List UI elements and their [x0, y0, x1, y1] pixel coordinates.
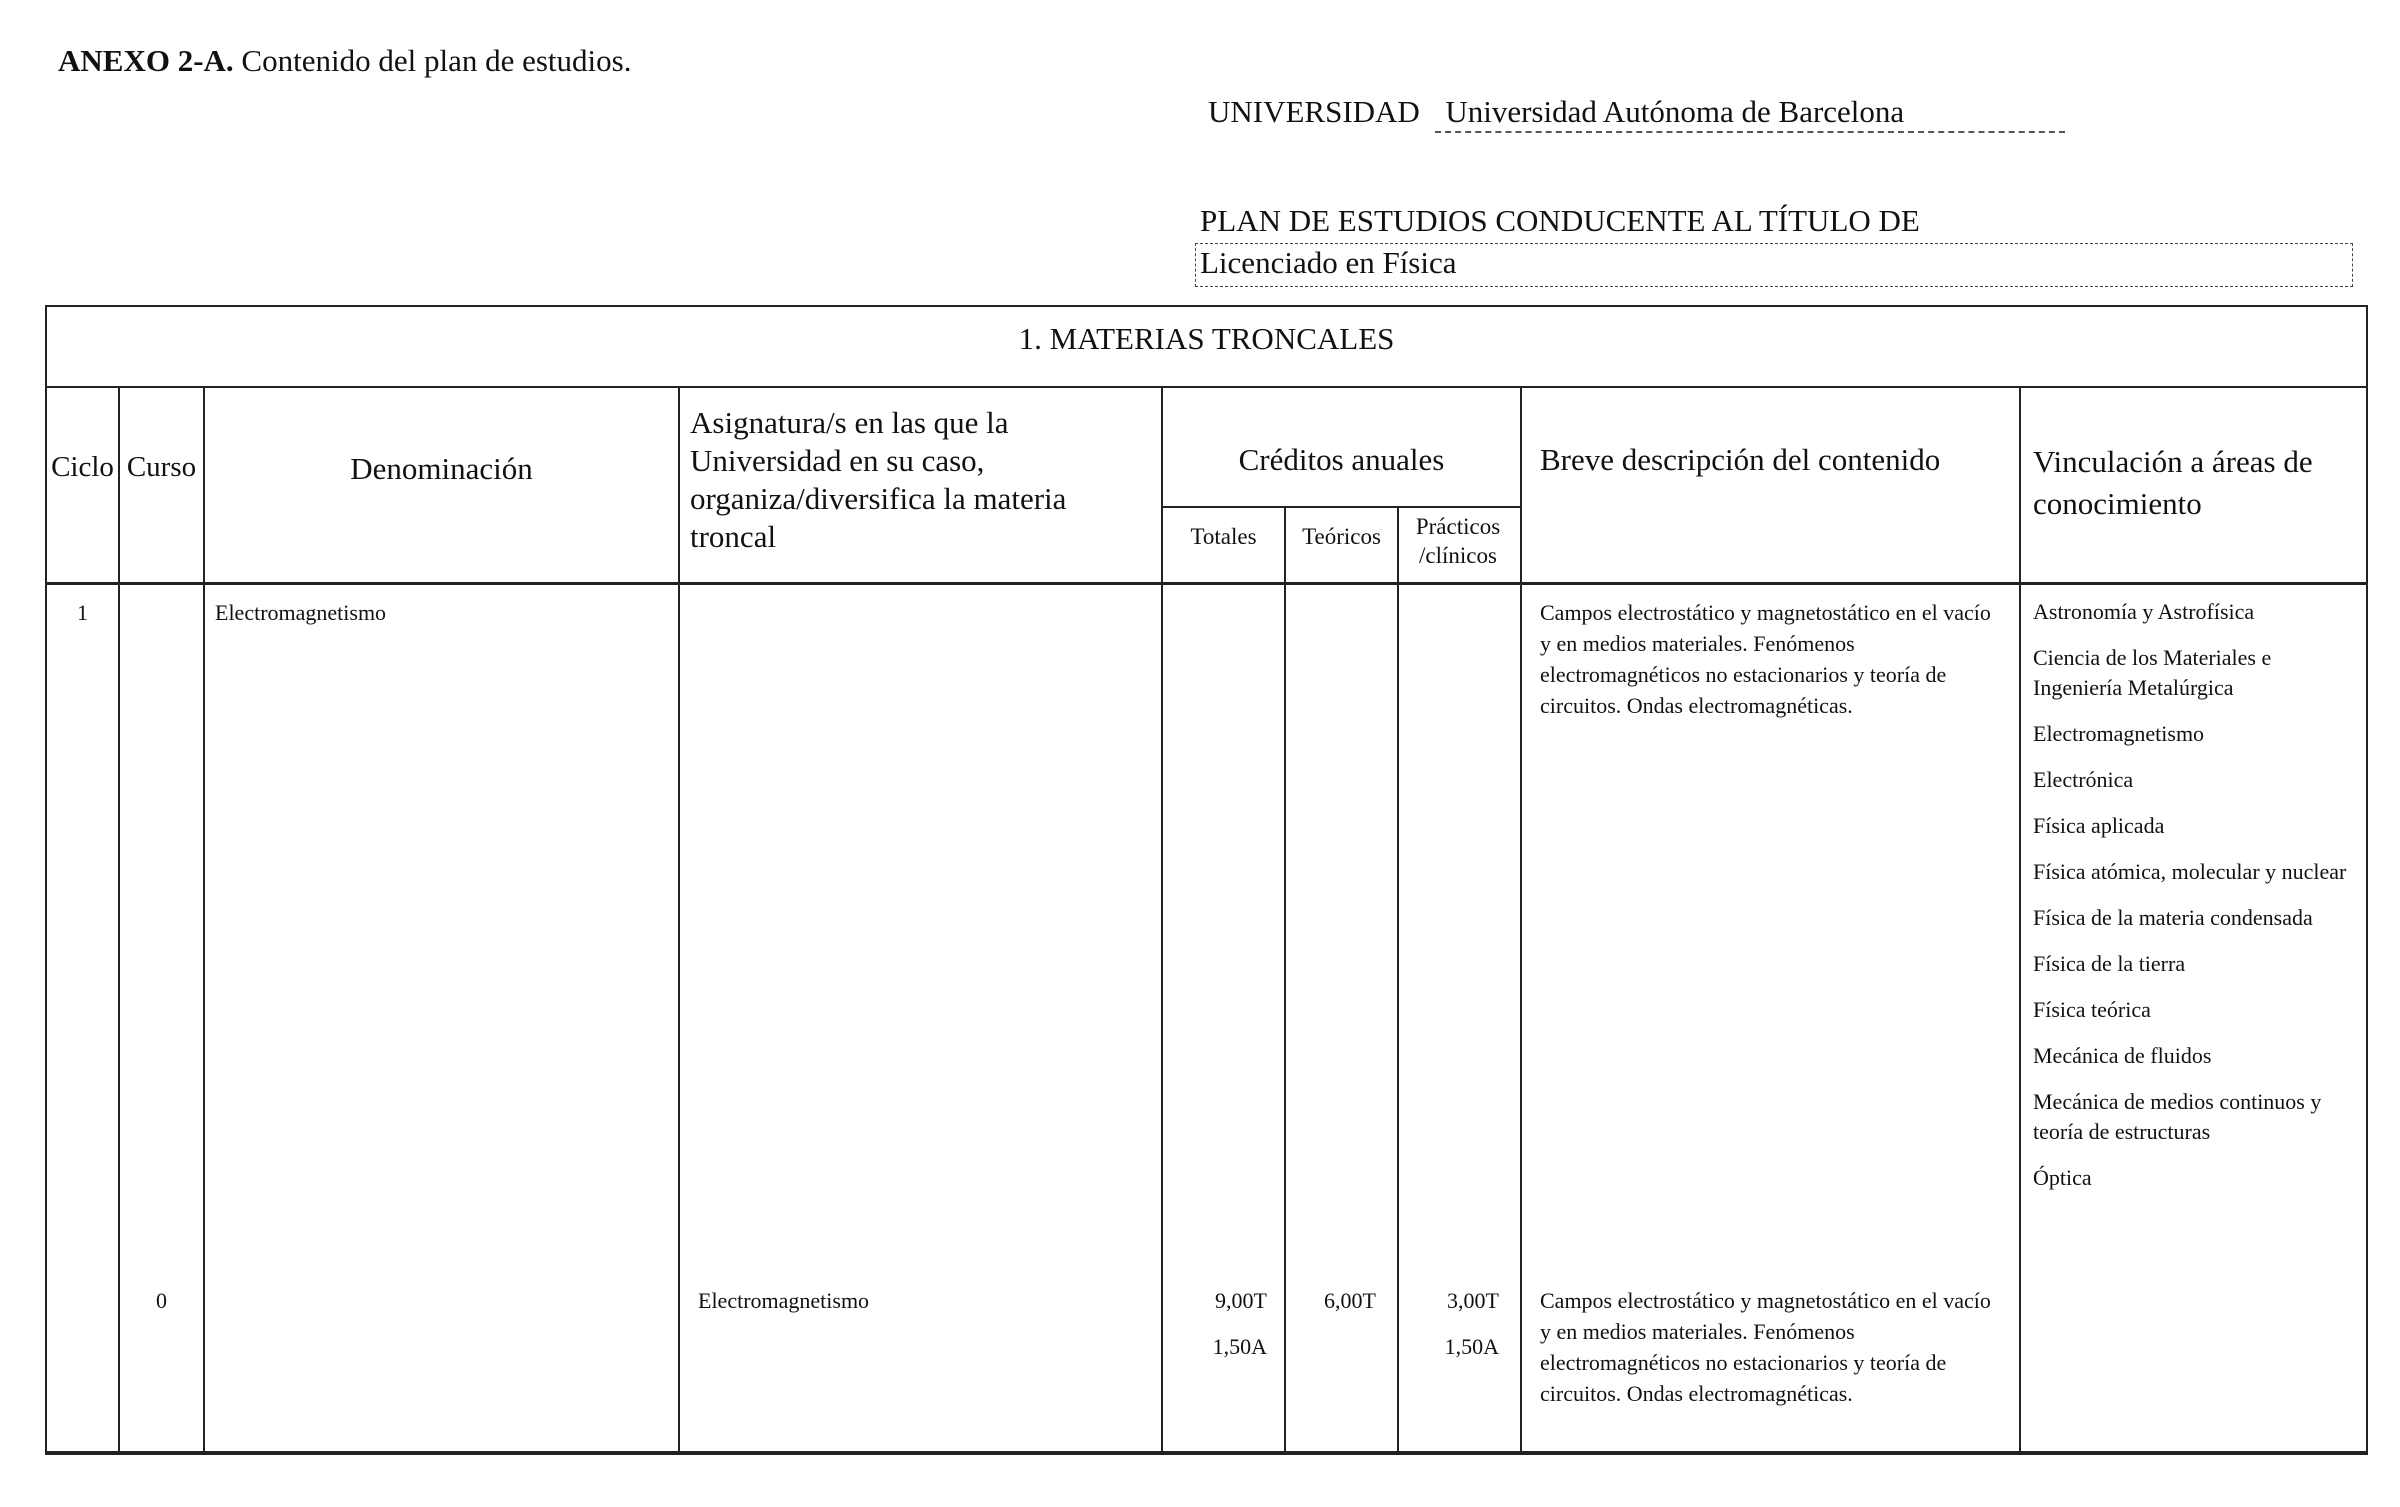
- row2-descripcion: Campos electrostático y magnetostático en el vacío y en medios materiales. Fenómenos electromagnéticos no estacionarios y teoría de circuitos. Ondas electromagnéticas.: [1540, 1288, 1991, 1406]
- area-item: Astronomía y Astrofísica: [2033, 599, 2255, 624]
- annex-text: Contenido del plan de estudios.: [241, 43, 632, 78]
- university-value: Universidad Autónoma de Barcelona: [1435, 93, 2065, 133]
- table-title: 1. MATERIAS TRONCALES: [1018, 321, 1395, 356]
- row2-practicos-a: 1,50A: [1444, 1334, 1499, 1359]
- row1-ciclo: 1: [77, 600, 88, 625]
- area-item: Física de la materia condensada: [2033, 905, 2313, 930]
- area-item: Física teórica: [2033, 997, 2151, 1022]
- row1-descripcion: Campos electrostático y magnetostático en el vacío y en medios materiales. Fenómenos electromagnéticos no estacionarios y teoría de circuitos. Ondas electromagnéticas.: [1540, 600, 1991, 718]
- col-denominacion: Denominación: [350, 451, 533, 486]
- university-label: UNIVERSIDAD: [1208, 94, 1420, 129]
- area-item: Ciencia de los Materiales e Ingeniería Metalúrgica: [2033, 645, 2272, 700]
- row2-curso: 0: [156, 1288, 167, 1313]
- row2-teoricos: 6,00T: [1324, 1288, 1376, 1313]
- col-practicos: Prácticos /clínicos: [1415, 514, 1501, 568]
- row2-totales: 9,00T: [1215, 1288, 1267, 1313]
- area-item: Óptica: [2033, 1165, 2092, 1190]
- col-asignatura: Asignatura/s en las que la Universidad en su caso, organiza/diversifica la materia troncal: [690, 405, 1067, 554]
- area-item: Electromagnetismo: [2033, 721, 2205, 746]
- plan-value: Licenciado en Física: [1195, 243, 2353, 287]
- row2-totales-a: 1,50A: [1212, 1334, 1267, 1359]
- row2-asignatura: Electromagnetismo: [698, 1288, 870, 1313]
- row1-denominacion: Electromagnetismo: [215, 600, 387, 625]
- col-curso: Curso: [126, 451, 197, 483]
- col-totales: Totales: [1190, 524, 1257, 549]
- area-item: Mecánica de medios continuos y teoría de estructuras: [2033, 1089, 2322, 1144]
- area-item: Electrónica: [2033, 767, 2134, 792]
- col-teoricos: Teóricos: [1302, 524, 1381, 549]
- plan-label: PLAN DE ESTUDIOS CONDUCENTE AL TÍTULO DE: [1200, 203, 1920, 238]
- area-item: Física atómica, molecular y nuclear: [2033, 859, 2347, 884]
- col-descripcion: Breve descripción del contenido: [1540, 442, 1941, 477]
- area-item: Mecánica de fluidos: [2033, 1043, 2212, 1068]
- row2-practicos: 3,00T: [1447, 1288, 1499, 1313]
- col-vinculacion: Vinculación a áreas de conocimiento: [2033, 444, 2313, 521]
- annex-heading: [58, 42, 631, 80]
- area-item: Física aplicada: [2033, 813, 2165, 838]
- university-line: [1208, 93, 2065, 133]
- row1-areas: [2033, 597, 2363, 1209]
- area-item: Física de la tierra: [2033, 951, 2186, 976]
- annex-label: ANEXO 2-A.: [58, 43, 234, 78]
- col-ciclo: Ciclo: [51, 451, 114, 483]
- col-creditos: Créditos anuales: [1238, 442, 1445, 477]
